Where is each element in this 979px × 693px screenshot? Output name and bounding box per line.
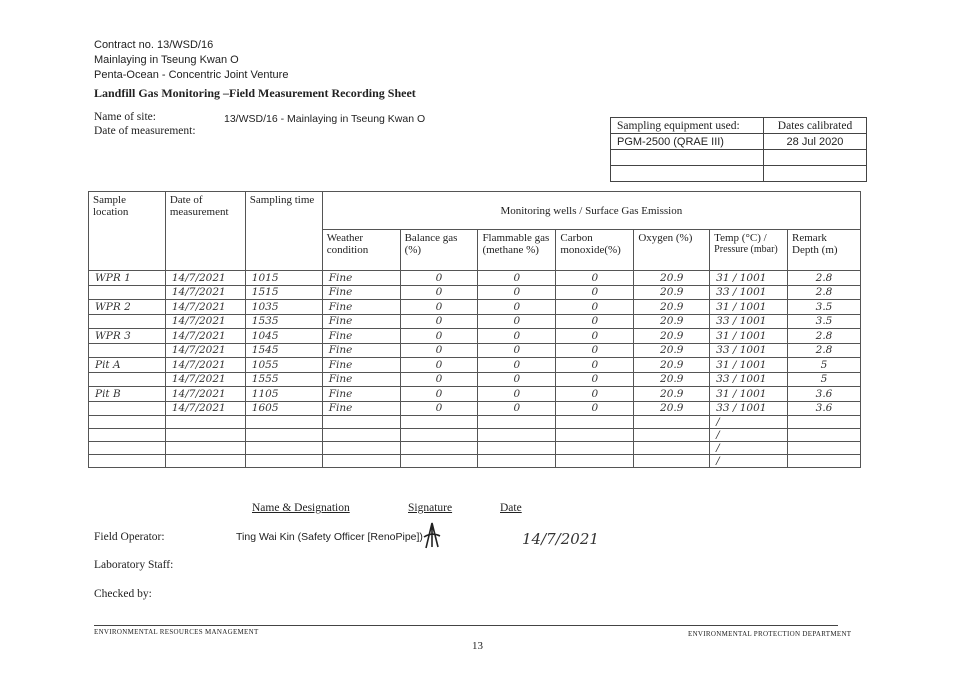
oxygen-cell: 20.9 xyxy=(634,314,710,329)
col-carbon-monoxide: Carbon monoxide(%) xyxy=(556,230,634,271)
depth-cell: 3.6 xyxy=(788,401,861,416)
time-cell xyxy=(245,416,322,429)
calibration-header: Dates calibrated xyxy=(764,118,867,134)
col-weather: Weather condition xyxy=(322,230,400,271)
oxygen-cell: 20.9 xyxy=(634,271,710,286)
time-cell xyxy=(245,455,322,468)
sample-location-cell xyxy=(89,401,166,416)
temp-pressure-cell: 31 / 1001 xyxy=(710,387,788,402)
balance-gas-cell xyxy=(400,416,478,429)
time-cell: 1555 xyxy=(245,372,322,387)
oxygen-cell: 20.9 xyxy=(634,285,710,300)
depth-cell xyxy=(788,442,861,455)
flammable-gas-cell: 0 xyxy=(478,314,556,329)
balance-gas-cell xyxy=(400,429,478,442)
table-row xyxy=(89,314,861,329)
date-cell: 14/7/2021 xyxy=(165,329,245,344)
depth-cell: 2.8 xyxy=(788,329,861,344)
time-cell xyxy=(245,442,322,455)
sheet-title: Landfill Gas Monitoring –Field Measurement Recording Sheet xyxy=(94,86,416,100)
sample-location-cell xyxy=(89,372,166,387)
temp-pressure-cell: 33 / 1001 xyxy=(710,343,788,358)
carbon-monoxide-cell: 0 xyxy=(556,329,634,344)
col-balance-gas: Balance gas (%) xyxy=(400,230,478,271)
time-cell: 1515 xyxy=(245,285,322,300)
laboratory-staff-label: Laboratory Staff: xyxy=(94,559,174,571)
sample-location-cell: WPR 3 xyxy=(89,329,166,344)
contractor-name: Penta-Ocean - Concentric Joint Venture xyxy=(94,69,289,81)
balance-gas-cell: 0 xyxy=(400,314,478,329)
depth-cell: 3.6 xyxy=(788,387,861,402)
signoff-date-header: Date xyxy=(500,502,522,514)
calibration-empty-cell xyxy=(764,150,867,166)
project-name: Mainlaying in Tseung Kwan O xyxy=(94,54,239,66)
depth-cell: 5 xyxy=(788,358,861,373)
sample-location-cell: Pit B xyxy=(89,387,166,402)
field-operator-name: Ting Wai Kin (Safety Officer [RenoPipe]) xyxy=(236,531,423,543)
checked-by-label: Checked by: xyxy=(94,588,152,600)
time-cell: 1015 xyxy=(245,271,322,286)
weather-cell xyxy=(322,442,400,455)
weather-cell xyxy=(322,429,400,442)
carbon-monoxide-cell xyxy=(556,416,634,429)
carbon-monoxide-cell: 0 xyxy=(556,387,634,402)
table-row xyxy=(89,285,861,300)
table-row xyxy=(89,401,861,416)
oxygen-cell: 20.9 xyxy=(634,343,710,358)
sample-location-cell: Pit A xyxy=(89,358,166,373)
balance-gas-cell: 0 xyxy=(400,343,478,358)
flammable-gas-cell xyxy=(478,442,556,455)
carbon-monoxide-cell: 0 xyxy=(556,372,634,387)
gas-measurement-table xyxy=(88,191,861,468)
temp-pressure-cell: / xyxy=(710,416,788,429)
weather-cell: Fine xyxy=(322,329,400,344)
oxygen-cell: 20.9 xyxy=(634,329,710,344)
time-cell: 1545 xyxy=(245,343,322,358)
field-operator-date: 14/7/2021 xyxy=(522,530,599,548)
site-name-label: Name of site: xyxy=(94,111,156,123)
date-cell: 14/7/2021 xyxy=(165,372,245,387)
sample-location-cell xyxy=(89,416,166,429)
col-group-monitoring-wells: Monitoring wells / Surface Gas Emission xyxy=(322,192,860,230)
oxygen-cell: 20.9 xyxy=(634,387,710,402)
weather-cell: Fine xyxy=(322,387,400,402)
table-row xyxy=(89,442,861,455)
carbon-monoxide-cell: 0 xyxy=(556,358,634,373)
signoff-name-header: Name & Designation xyxy=(252,502,350,514)
flammable-gas-cell: 0 xyxy=(478,372,556,387)
time-cell: 1605 xyxy=(245,401,322,416)
depth-cell: 3.5 xyxy=(788,314,861,329)
time-cell xyxy=(245,429,322,442)
temp-pressure-cell: / xyxy=(710,442,788,455)
weather-cell: Fine xyxy=(322,372,400,387)
flammable-gas-cell: 0 xyxy=(478,329,556,344)
equipment-empty-cell xyxy=(611,150,764,166)
oxygen-cell xyxy=(634,429,710,442)
sample-location-cell xyxy=(89,455,166,468)
weather-cell xyxy=(322,455,400,468)
table-row xyxy=(89,416,861,429)
table-body xyxy=(89,271,861,468)
weather-cell: Fine xyxy=(322,271,400,286)
footer-right: ENVIRONMENTAL PROTECTION DEPARTMENT xyxy=(688,630,852,638)
equipment-table xyxy=(610,117,867,182)
table-row xyxy=(89,329,861,344)
sample-location-cell xyxy=(89,429,166,442)
sample-location-cell: WPR 2 xyxy=(89,300,166,315)
date-cell: 14/7/2021 xyxy=(165,300,245,315)
table-row xyxy=(89,300,861,315)
contract-number: Contract no. 13/WSD/16 xyxy=(94,39,214,51)
site-name-value: 13/WSD/16 - Mainlaying in Tseung Kwan O xyxy=(224,113,426,125)
sample-location-cell: WPR 1 xyxy=(89,271,166,286)
date-cell: 14/7/2021 xyxy=(165,314,245,329)
equipment-empty-cell xyxy=(611,166,764,182)
depth-cell: 2.8 xyxy=(788,285,861,300)
equipment-device: PGM-2500 (QRAE III) xyxy=(611,134,764,150)
temp-pressure-cell: 31 / 1001 xyxy=(710,271,788,286)
calibration-empty-cell xyxy=(764,166,867,182)
depth-cell xyxy=(788,455,861,468)
oxygen-cell xyxy=(634,442,710,455)
date-cell: 14/7/2021 xyxy=(165,401,245,416)
date-cell: 14/7/2021 xyxy=(165,343,245,358)
balance-gas-cell: 0 xyxy=(400,401,478,416)
oxygen-cell: 20.9 xyxy=(634,300,710,315)
date-cell xyxy=(165,442,245,455)
col-oxygen: Oxygen (%) xyxy=(634,230,710,271)
carbon-monoxide-cell: 0 xyxy=(556,285,634,300)
temp-pressure-cell: 31 / 1001 xyxy=(710,358,788,373)
flammable-gas-cell: 0 xyxy=(478,358,556,373)
weather-cell: Fine xyxy=(322,358,400,373)
temp-pressure-cell: / xyxy=(710,429,788,442)
sample-location-cell xyxy=(89,442,166,455)
equipment-header: Sampling equipment used: xyxy=(611,118,764,134)
flammable-gas-cell: 0 xyxy=(478,285,556,300)
carbon-monoxide-cell: 0 xyxy=(556,343,634,358)
signoff-signature-header: Signature xyxy=(408,502,453,514)
carbon-monoxide-cell: 0 xyxy=(556,271,634,286)
weather-cell: Fine xyxy=(322,300,400,315)
flammable-gas-cell: 0 xyxy=(478,300,556,315)
date-of-measurement-label: Date of measurement: xyxy=(94,125,196,137)
oxygen-cell: 20.9 xyxy=(634,358,710,373)
time-cell: 1105 xyxy=(245,387,322,402)
weather-cell xyxy=(322,416,400,429)
carbon-monoxide-cell: 0 xyxy=(556,314,634,329)
oxygen-cell xyxy=(634,416,710,429)
col-sampling-time: Sampling time xyxy=(245,192,322,271)
date-cell: 14/7/2021 xyxy=(165,358,245,373)
flammable-gas-cell xyxy=(478,416,556,429)
calibration-date: 28 Jul 2020 xyxy=(764,134,867,150)
time-cell: 1035 xyxy=(245,300,322,315)
carbon-monoxide-cell xyxy=(556,455,634,468)
page-number: 13 xyxy=(472,640,483,652)
balance-gas-cell: 0 xyxy=(400,358,478,373)
carbon-monoxide-cell xyxy=(556,429,634,442)
flammable-gas-cell: 0 xyxy=(478,343,556,358)
depth-cell xyxy=(788,429,861,442)
weather-cell: Fine xyxy=(322,401,400,416)
date-cell xyxy=(165,455,245,468)
date-cell: 14/7/2021 xyxy=(165,285,245,300)
temp-pressure-cell: 31 / 1001 xyxy=(710,329,788,344)
time-cell: 1535 xyxy=(245,314,322,329)
flammable-gas-cell xyxy=(478,429,556,442)
oxygen-cell: 20.9 xyxy=(634,372,710,387)
carbon-monoxide-cell: 0 xyxy=(556,401,634,416)
depth-cell: 5 xyxy=(788,372,861,387)
col-date-of-measurement: Date of measurement xyxy=(165,192,245,271)
table-row xyxy=(89,271,861,286)
balance-gas-cell: 0 xyxy=(400,300,478,315)
col-remark-depth: Remark Depth (m) xyxy=(788,230,861,271)
depth-cell: 2.8 xyxy=(788,271,861,286)
temp-pressure-cell: 33 / 1001 xyxy=(710,285,788,300)
temp-pressure-cell: 33 / 1001 xyxy=(710,401,788,416)
footer-left: ENVIRONMENTAL RESOURCES MANAGEMENT xyxy=(94,628,259,636)
balance-gas-cell: 0 xyxy=(400,285,478,300)
balance-gas-cell xyxy=(400,455,478,468)
col-flammable-gas: Flammable gas (methane %) xyxy=(478,230,556,271)
col-temp-pressure xyxy=(710,230,788,271)
col-pressure-label: Pressure (mbar) xyxy=(714,244,778,255)
weather-cell: Fine xyxy=(322,285,400,300)
flammable-gas-cell: 0 xyxy=(478,387,556,402)
weather-cell: Fine xyxy=(322,343,400,358)
table-row xyxy=(89,372,861,387)
weather-cell: Fine xyxy=(322,314,400,329)
time-cell: 1045 xyxy=(245,329,322,344)
table-row xyxy=(89,429,861,442)
sample-location-cell xyxy=(89,285,166,300)
depth-cell xyxy=(788,416,861,429)
temp-pressure-cell: 31 / 1001 xyxy=(710,300,788,315)
flammable-gas-cell xyxy=(478,455,556,468)
balance-gas-cell xyxy=(400,442,478,455)
temp-pressure-cell: / xyxy=(710,455,788,468)
col-sample-location: Sample location xyxy=(89,192,166,271)
field-operator-label: Field Operator: xyxy=(94,531,165,543)
balance-gas-cell: 0 xyxy=(400,372,478,387)
oxygen-cell xyxy=(634,455,710,468)
date-cell: 14/7/2021 xyxy=(165,271,245,286)
temp-pressure-cell: 33 / 1001 xyxy=(710,314,788,329)
date-cell xyxy=(165,429,245,442)
table-row xyxy=(89,387,861,402)
time-cell: 1055 xyxy=(245,358,322,373)
temp-pressure-cell: 33 / 1001 xyxy=(710,372,788,387)
footer-rule xyxy=(94,625,838,626)
balance-gas-cell: 0 xyxy=(400,271,478,286)
table-row xyxy=(89,358,861,373)
field-operator-signature xyxy=(420,520,444,550)
flammable-gas-cell: 0 xyxy=(478,401,556,416)
table-row xyxy=(89,455,861,468)
carbon-monoxide-cell: 0 xyxy=(556,300,634,315)
oxygen-cell: 20.9 xyxy=(634,401,710,416)
table-row xyxy=(89,343,861,358)
sample-location-cell xyxy=(89,314,166,329)
date-cell: 14/7/2021 xyxy=(165,387,245,402)
date-cell xyxy=(165,416,245,429)
carbon-monoxide-cell xyxy=(556,442,634,455)
depth-cell: 3.5 xyxy=(788,300,861,315)
depth-cell: 2.8 xyxy=(788,343,861,358)
balance-gas-cell: 0 xyxy=(400,387,478,402)
sample-location-cell xyxy=(89,343,166,358)
balance-gas-cell: 0 xyxy=(400,329,478,344)
col-temp-label: Temp (°C) / xyxy=(714,232,767,244)
flammable-gas-cell: 0 xyxy=(478,271,556,286)
